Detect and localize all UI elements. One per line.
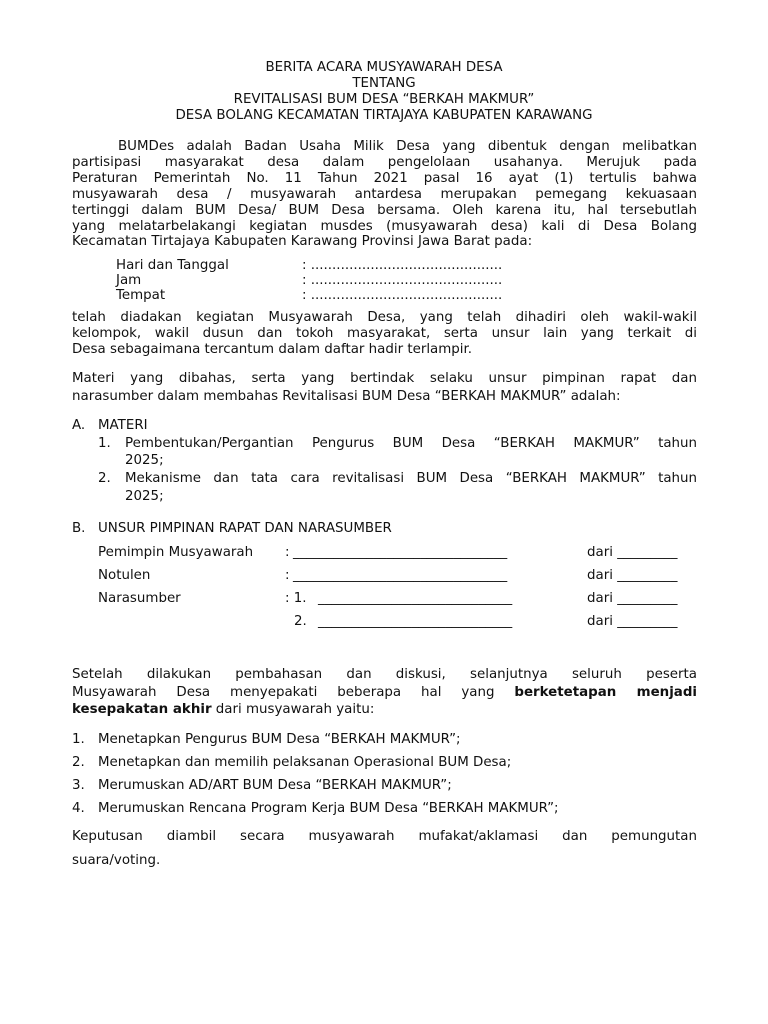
intro-line: musyawarah desa / musyawarah antardesa merupakan pemegang kekuasaan: [72, 186, 697, 202]
conclusion-line-2: [72, 684, 697, 702]
section-b-heading: UNSUR PIMPINAN RAPAT DAN NARASUMBER: [98, 521, 392, 536]
title-line-3: REVITALISASI BUM DESA “BERKAH MAKMUR”: [233, 92, 535, 107]
title-line-4: DESA BOLANG KECAMATAN TIRTAJAYA KABUPATEN KARAWANG: [175, 108, 593, 123]
decision-text: Menetapkan Pengurus BUM Desa “BERKAH MAKMUR”;: [98, 732, 461, 747]
held-line: Desa sebagaimana tercantum dalam daftar hadir terlampir.: [72, 341, 473, 357]
role-colon-number: : 1.: [285, 591, 307, 606]
section-a-heading: MATERI: [98, 418, 148, 433]
role-blank-narasumber-1: _____________________________: [318, 591, 513, 606]
materi-item-number: 1.: [98, 436, 111, 451]
intro-line: partisipasi masyarakat desa dalam pengelolaan usahanya. Merujuk pada: [72, 154, 697, 170]
materi-item-text: Mekanisme dan tata cara revitalisasi BUM Desa “BERKAH MAKMUR” tahun: [125, 471, 697, 486]
conclusion-emphasis: kesepakatan akhir: [72, 702, 212, 717]
role-colon: :: [285, 545, 290, 560]
held-paragraph: [72, 310, 697, 358]
role-dari-narasumber-2: dari _________: [587, 614, 678, 629]
materi-item-text: Pembentukan/Pergantian Pengurus BUM Desa “BERKAH MAKMUR” tahun: [125, 436, 697, 451]
schedule-label-date: Hari dan Tanggal: [116, 258, 229, 273]
held-line: kelompok, wakil dusun dan tokoh masyarakat, serta unsur lain yang terkait di: [72, 325, 697, 341]
decision-text: Merumuskan Rencana Program Kerja BUM Desa “BERKAH MAKMUR”;: [98, 801, 559, 816]
materi-item-text-cont: 2025;: [125, 489, 164, 504]
role-label-narasumber: Narasumber: [98, 591, 181, 606]
decision-text: Merumuskan AD/ART BUM Desa “BERKAH MAKMUR”;: [98, 778, 452, 793]
title-line-2: TENTANG: [352, 76, 416, 91]
role-number: 2.: [294, 614, 307, 629]
role-label-leader: Pemimpin Musyawarah: [98, 545, 254, 560]
role-blank-leader: ________________________________: [293, 545, 508, 560]
role-dari-notulen: dari _________: [587, 568, 678, 583]
intro-paragraph: [72, 139, 697, 250]
decision-text: Menetapkan dan memilih pelaksanan Operasional BUM Desa;: [98, 755, 512, 770]
closing-paragraph: [72, 825, 697, 872]
materi-item-number: 2.: [98, 471, 111, 486]
conclusion-text: Musyawarah Desa menyepakati beberapa hal yang: [72, 684, 515, 700]
intro-line: Peraturan Pemerintah No. 11 Tahun 2021 pasal 16 ayat (1) tertulis bahwa: [72, 170, 697, 186]
held-line: telah diadakan kegiatan Musyawarah Desa, yang telah dihadiri oleh wakil-wakil: [72, 310, 697, 325]
intro-line: Kecamatan Tirtajaya Kabupaten Karawang Provinsi Jawa Barat pada:: [72, 234, 533, 250]
schedule-value-date: : .............................................: [302, 258, 503, 273]
section-a-letter: A.: [72, 418, 86, 433]
intro-line: BUMDes adalah Badan Usaha Milik Desa yang dibentuk dengan melibatkan: [118, 139, 697, 154]
conclusion-line-1: Setelah dilakukan pembahasan dan diskusi, selanjutnya seluruh peserta: [72, 667, 697, 682]
role-colon: :: [285, 568, 290, 583]
role-label-notulen: Notulen: [98, 568, 151, 583]
materi-intro-line: Materi yang dibahas, serta yang bertindak selaku unsur pimpinan rapat dan: [72, 371, 697, 386]
section-b-letter: B.: [72, 521, 86, 536]
closing-line: suara/voting.: [72, 852, 161, 868]
role-dari-narasumber-1: dari _________: [587, 591, 678, 606]
role-blank-narasumber-2: _____________________________: [318, 614, 513, 629]
closing-line: Keputusan diambil secara musyawarah mufakat/aklamasi dan pemungutan: [72, 829, 697, 844]
intro-line: tertinggi dalam BUM Desa/ BUM Desa bersama. Oleh karena itu, hal tersebutlah: [72, 202, 697, 218]
decision-number: 2.: [72, 755, 85, 770]
role-dari-leader: dari _________: [587, 545, 678, 560]
schedule-value-time: : .............................................: [302, 273, 503, 288]
title-line-1: BERITA ACARA MUSYAWARAH DESA: [265, 60, 503, 75]
decision-number: 1.: [72, 732, 85, 747]
materi-intro-paragraph: [72, 370, 697, 406]
conclusion-emphasis: berketetapan menjadi: [514, 684, 697, 700]
conclusion-paragraph: [72, 666, 697, 719]
conclusion-text: dari musyawarah yaitu:: [211, 702, 375, 717]
schedule-label-time: Jam: [116, 273, 142, 288]
decision-number: 4.: [72, 801, 85, 816]
materi-intro-line: narasumber dalam membahas Revitalisasi BUM Desa “BERKAH MAKMUR” adalah:: [72, 389, 621, 404]
conclusion-line-3: [72, 701, 697, 719]
schedule-label-place: Tempat: [116, 288, 166, 303]
schedule-value-place: : .............................................: [302, 288, 503, 303]
document-title: [0, 60, 768, 124]
role-blank-notulen: ________________________________: [293, 568, 508, 583]
materi-item-text-cont: 2025;: [125, 453, 164, 468]
decision-number: 3.: [72, 778, 85, 793]
intro-line: yang melatarbelakangi kegiatan musdes (musyawarah desa) kali di Desa Bolang: [72, 218, 697, 234]
